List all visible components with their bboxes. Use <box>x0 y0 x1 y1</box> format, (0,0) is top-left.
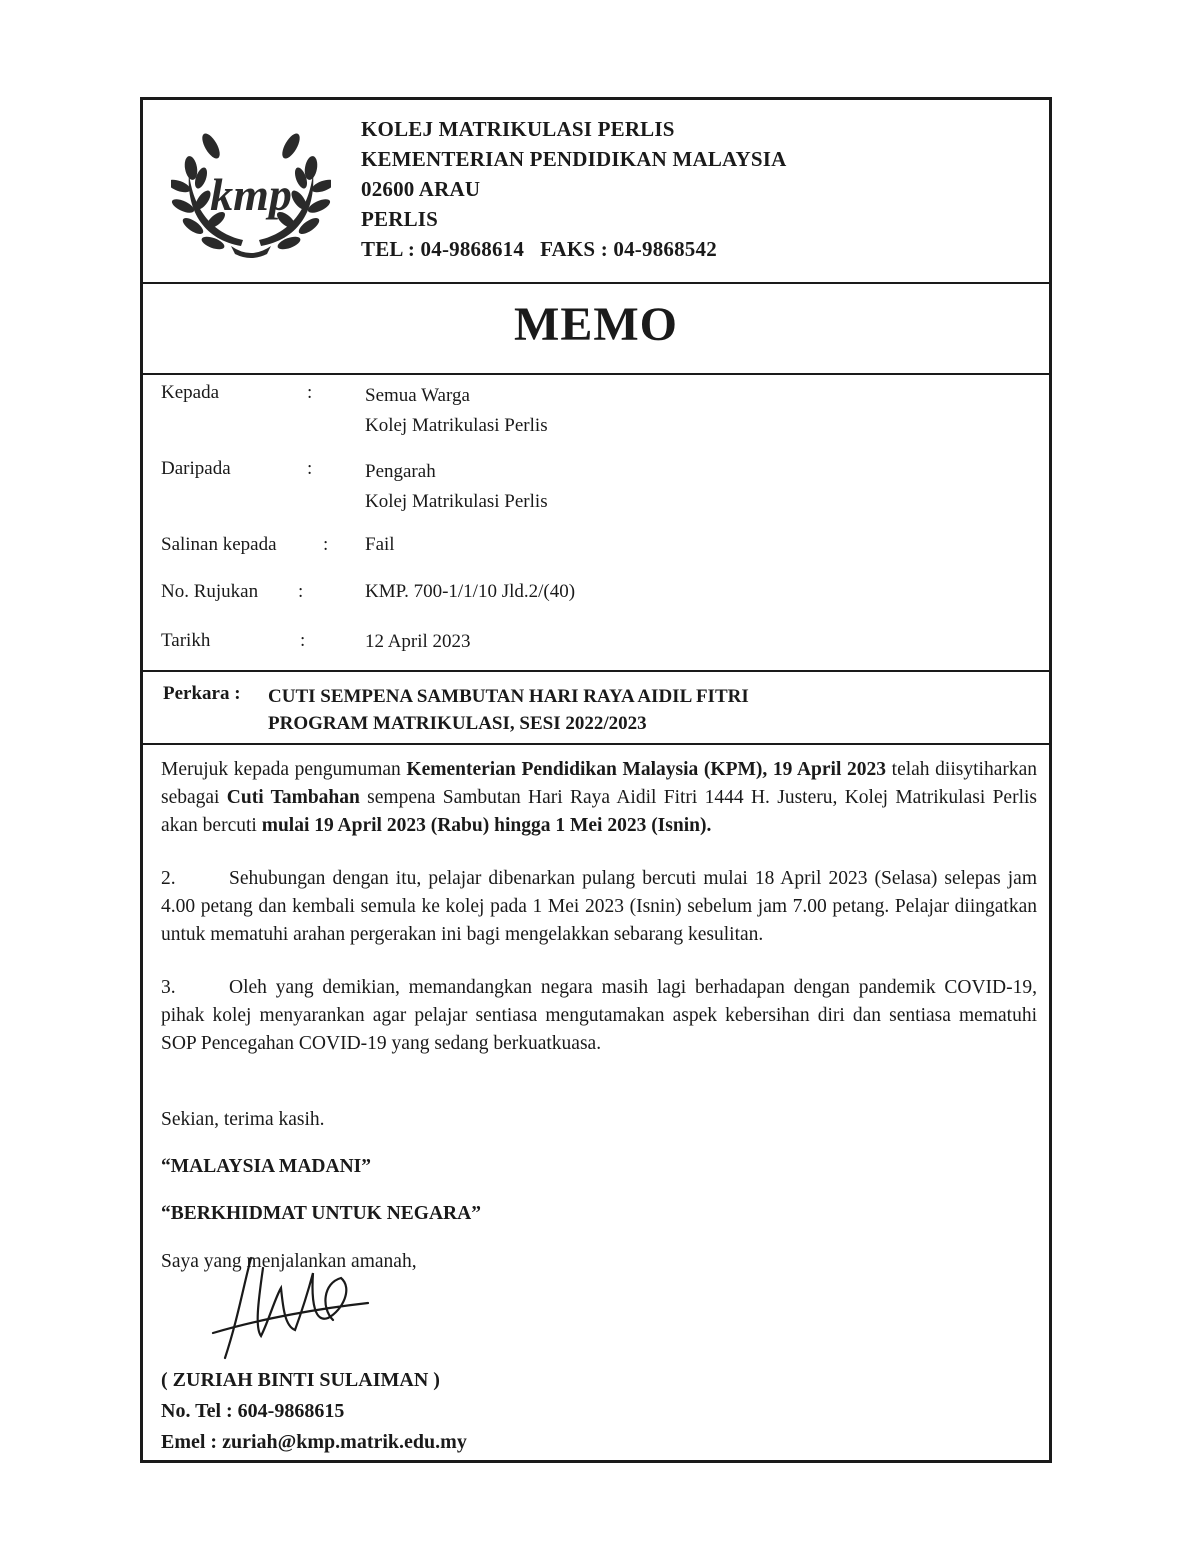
kepada-line-2: Kolej Matrikulasi Perlis <box>365 415 548 436</box>
slogan-berkhidmat: “BERKHIDMAT UNTUK NEGARA” <box>161 1203 481 1224</box>
colon: : <box>298 581 304 602</box>
p1-bold-kpm: Kementerian Pendidikan Malaysia (KPM), 19 April 2023 <box>406 759 887 780</box>
paragraph-number: 2. <box>161 868 176 889</box>
college-logo <box>171 128 331 263</box>
signatory-phone: No. Tel : 604-9868615 <box>161 1400 345 1422</box>
daripada-line-1: Pengarah <box>365 461 436 482</box>
colon: : <box>323 534 329 555</box>
signatory-email: Emel : zuriah@kmp.matrik.edu.my <box>161 1431 467 1453</box>
handwritten-signature <box>203 1248 373 1363</box>
subject-text <box>268 683 749 737</box>
p1-text-e: sempena Sambutan Hari Raya Aidil Fitri 1444 H. Justeru, Kolej Matrikulasi Perlis akan bercuti <box>161 787 1037 836</box>
subject-line-1: CUTI SEMPENA SAMBUTAN HARI RAYA AIDIL FITRI <box>268 686 749 707</box>
paragraph-2 <box>161 865 1037 949</box>
p2-text: Sehubungan dengan itu, pelajar dibenarkan pulang bercuti mulai 18 April 2023 (Selasa) selepas jam 4.00 petang dan kembali semula ke kolej pada 1 Mei 2023 (Isnin) sebelum jam 7.00 petang. Pelajar diingatkan untuk mematuhi arahan pergerakan ini bagi mengelakkan sebarang kesulitan. <box>161 868 1037 945</box>
contact-line <box>361 234 786 264</box>
thanks-text: Sekian, terima kasih. <box>161 1109 325 1130</box>
kepada-value <box>365 381 548 441</box>
p1-bold-dates: mulai 19 April 2023 (Rabu) hingga 1 Mei 2023 (Isnin). <box>261 815 712 836</box>
colon: : <box>307 382 313 403</box>
subject-label: Perkara : <box>163 683 241 704</box>
salinan-value: Fail <box>365 534 395 555</box>
signatory-name: ( ZURIAH BINTI SULAIMAN ) <box>161 1369 440 1391</box>
tarikh-label: Tarikh <box>161 630 211 651</box>
subject-line-2: PROGRAM MATRIKULASI, SESI 2022/2023 <box>268 713 647 734</box>
paragraph-1 <box>161 756 1037 840</box>
colon: : <box>300 630 306 651</box>
slogan-madani: “MALAYSIA MADANI” <box>161 1156 372 1177</box>
letterhead <box>143 100 1049 284</box>
p1-bold-cuti: Cuti Tambahan <box>226 787 360 808</box>
rujukan-value: KMP. 700-1/1/10 Jld.2/(40) <box>365 581 576 602</box>
amanah-text: Saya yang menjalankan amanah, <box>161 1251 417 1272</box>
paragraph-3 <box>161 974 1037 1058</box>
org-name: KOLEJ MATRIKULASI PERLIS <box>361 117 675 141</box>
colon: : <box>307 458 313 479</box>
kepada-label: Kepada <box>161 382 220 403</box>
fax: FAKS : 04-9868542 <box>540 237 717 261</box>
memo-document <box>140 97 1052 1463</box>
signatory-block <box>161 1365 467 1458</box>
ministry-name: KEMENTERIAN PENDIDIKAN MALAYSIA <box>361 147 787 171</box>
p1-text-c: telah diisytiharkan sebagai <box>161 759 1037 808</box>
memo-title: MEMO <box>514 298 678 351</box>
p3-text: Oleh yang demikian, memandangkan negara masih lagi berhadapan dengan pandemik COVID-19, pihak kolej menyarankan agar pelajar sentiasa mengutamakan aspek kebersihan diri dan sentiasa mematuhi SOP Pencegahan COVID-19 yang sedang berkuatkuasa. <box>161 977 1037 1054</box>
daripada-line-2: Kolej Matrikulasi Perlis <box>365 491 548 512</box>
rujukan-label: No. Rujukan <box>161 581 259 602</box>
salinan-label: Salinan kepada <box>161 534 277 555</box>
daripada-label: Daripada <box>161 458 231 479</box>
postcode-town: 02600 ARAU <box>361 177 481 201</box>
subject-box <box>143 670 1049 745</box>
title-box <box>143 283 1049 375</box>
p1-text-a: Merujuk kepada pengumuman <box>161 759 407 780</box>
svg-text:kmp: kmp <box>210 169 292 220</box>
organization-address <box>361 114 786 264</box>
paragraph-number: 3. <box>161 977 176 998</box>
memo-body <box>161 756 1037 1083</box>
kepada-line-1: Semua Warga <box>365 385 470 406</box>
daripada-value <box>365 457 548 517</box>
state: PERLIS <box>361 207 439 231</box>
tarikh-value: 12 April 2023 <box>365 631 471 652</box>
telephone: TEL : 04-9868614 <box>361 237 525 261</box>
